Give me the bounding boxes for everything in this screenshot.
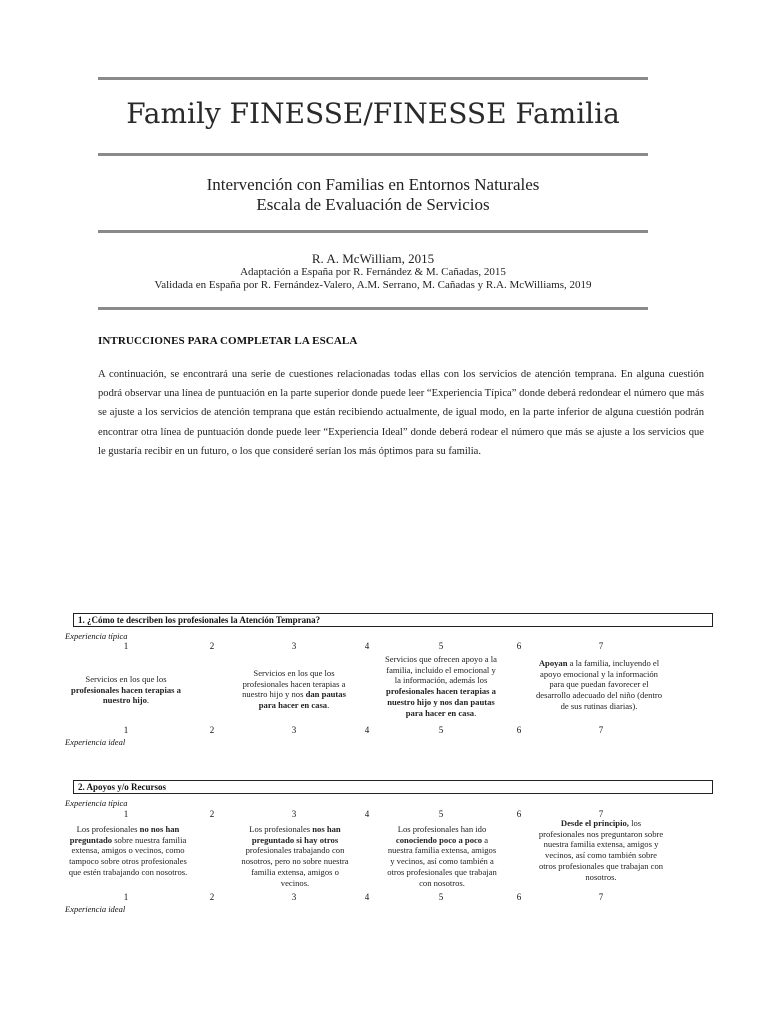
text-run-2: profesionales trabajando con nosotros, pero no sobre nuestra familia extensa, amigos o vecinos.	[241, 845, 349, 888]
text-run-2: sobre nuestra familia extensa, amigos o vecinos, como tampoco sobre otros profesionales que estén trabajando con nosotros.	[68, 834, 188, 877]
q2-ideal-label: Experiencia ideal	[65, 904, 126, 914]
subtitle-line-1: Intervención con Familias en Entornos Naturales	[206, 175, 540, 194]
text-run-0: Servicios en los que los profesionales hacen terapias a nuestro hijo y nos	[242, 668, 346, 700]
text-run-0: Servicios en los que los	[85, 674, 167, 684]
q2-ideal-7[interactable]: 7	[598, 892, 604, 902]
question-2-header: 2. Apoyos y/o Recursos	[73, 780, 713, 794]
text-run-0: Servicios que ofrecen apoyo a la familia, incluido el emocional y la información, además los	[385, 654, 497, 686]
q2-anchor-5	[385, 824, 499, 888]
document-title: Family FINESSE/FINESSE Familia	[126, 97, 620, 130]
instructions-body: A continuación, se encontrará una serie de cuestiones relacionadas todas ellas con los servicios de atención temprana. En alguna cuestión podrá observar una línea de puntuación en la parte superior donde puede leer “Experiencia Típica” donde deberá redondear el número que más se ajuste a los servicios de atención temprana que están recibiendo actualmente, de igual modo, en la parte inferior de alguna cuestión podrán encontrar otra línea de puntuación donde puede leer “Experiencia Ideal” donde deberá rodear el número que más se ajuste a los servicios que le gustaría recibir en un futuro, o los que consideré serían los más óptimos para su familia.	[98, 369, 704, 457]
q2-ideal-3[interactable]: 3	[291, 892, 297, 902]
q1-typical-7[interactable]: 7	[598, 641, 604, 651]
bold-run-1: profesionales hacen terapias a nuestro hijo	[71, 684, 181, 706]
q2-anchor-3	[238, 824, 352, 888]
q2-typical-label: Experiencia típica	[65, 798, 128, 808]
text-run-1: los profesionales nos preguntaron sobre nuestra familia extensa, amigos y vecinos, así como también sobre otros profesionales que trabajan con nosotros.	[538, 818, 664, 882]
q2-ideal-5[interactable]: 5	[438, 892, 444, 902]
text-run-0: Los profesionales han ido	[397, 824, 487, 834]
q2-anchor-7	[538, 818, 664, 882]
text-run-2: .	[327, 700, 330, 711]
q1-anchor-3	[238, 668, 350, 711]
bold-run-1: conociendo poco a poco	[395, 834, 483, 845]
q2-typical-2[interactable]: 2	[209, 809, 215, 819]
q1-anchor-1	[68, 674, 184, 706]
q1-typical-5[interactable]: 5	[438, 641, 444, 651]
q1-typical-label: Experiencia típica	[65, 631, 128, 641]
q1-ideal-2[interactable]: 2	[209, 725, 215, 735]
q2-typical-3[interactable]: 3	[291, 809, 297, 819]
text-run-1: a la familia, incluyendo el apoyo emocional y la información para que puedan favorecer el desarrollo adecuado del niño (dentro de sus rutinas diarias).	[536, 658, 662, 711]
q1-typical-3[interactable]: 3	[291, 641, 297, 651]
bold-run-0: Desde el principio,	[560, 818, 629, 828]
q1-ideal-label: Experiencia ideal	[65, 737, 126, 747]
credits	[98, 251, 648, 292]
adaptation-line: Adaptación a España por R. Fernández & M. Cañadas, 2015	[240, 266, 506, 278]
q1-ideal-5[interactable]: 5	[438, 725, 444, 735]
top-rule	[98, 77, 648, 80]
q1-ideal-3[interactable]: 3	[291, 725, 297, 735]
q1-anchor-5	[385, 654, 497, 718]
q2-ideal-6[interactable]: 6	[516, 892, 522, 902]
text-run-0: Los profesionales	[249, 824, 313, 834]
instructions-title: INTRUCCIONES PARA COMPLETAR LA ESCALA	[98, 335, 358, 347]
bold-run-1: dan pautas para hacer en casa	[258, 689, 346, 711]
text-run-0: Los profesionales	[76, 824, 140, 834]
text-run-2: .	[146, 695, 150, 706]
bold-run-1: nos han preguntado si hay otros	[251, 824, 341, 845]
validation-line: Validada en España por R. Fernández-Valero, A.M. Serrano, M. Cañadas y R.A. McWilliams, 2019	[154, 279, 592, 291]
q1-anchor-7	[535, 658, 663, 712]
q1-ideal-6[interactable]: 6	[516, 725, 522, 735]
title-rule	[98, 153, 648, 156]
subtitle-line-2: Escala de Evaluación de Servicios	[256, 195, 490, 214]
q2-typical-7[interactable]: 7	[598, 809, 604, 819]
q1-ideal-4[interactable]: 4	[364, 725, 370, 735]
q1-ideal-7[interactable]: 7	[598, 725, 604, 735]
bold-run-1: profesionales hacen terapias a nuestro hijo y nos dan pautas para hacer en casa	[386, 686, 496, 718]
q2-typical-4[interactable]: 4	[364, 809, 370, 819]
author-line: R. A. McWilliam, 2015	[311, 251, 435, 266]
text-run-2: .	[474, 707, 477, 718]
question-1-header: 1. ¿Cómo te describen los profesionales la Atención Temprana?	[73, 613, 713, 627]
q1-typical-4[interactable]: 4	[364, 641, 370, 651]
q2-typical-6[interactable]: 6	[516, 809, 522, 819]
q1-typical-2[interactable]: 2	[209, 641, 215, 651]
q2-ideal-1[interactable]: 1	[123, 892, 129, 902]
q2-ideal-2[interactable]: 2	[209, 892, 215, 902]
q2-ideal-4[interactable]: 4	[364, 892, 370, 902]
q2-typical-5[interactable]: 5	[438, 809, 444, 819]
credits-rule	[98, 307, 648, 310]
q2-anchor-1	[68, 824, 188, 878]
q1-typical-6[interactable]: 6	[516, 641, 522, 651]
q1-ideal-1[interactable]: 1	[123, 725, 129, 735]
q1-typical-1[interactable]: 1	[123, 641, 129, 651]
subtitle-rule	[98, 230, 648, 233]
text-run-2: a nuestra familia extensa, amigos y vecinos, así como también a otros profesionales que trabajan con nosotros.	[387, 834, 497, 888]
bold-run-0: Apoyan	[538, 658, 568, 668]
bold-run-1: no nos han preguntado	[69, 824, 180, 845]
q2-typical-1[interactable]: 1	[123, 809, 129, 819]
